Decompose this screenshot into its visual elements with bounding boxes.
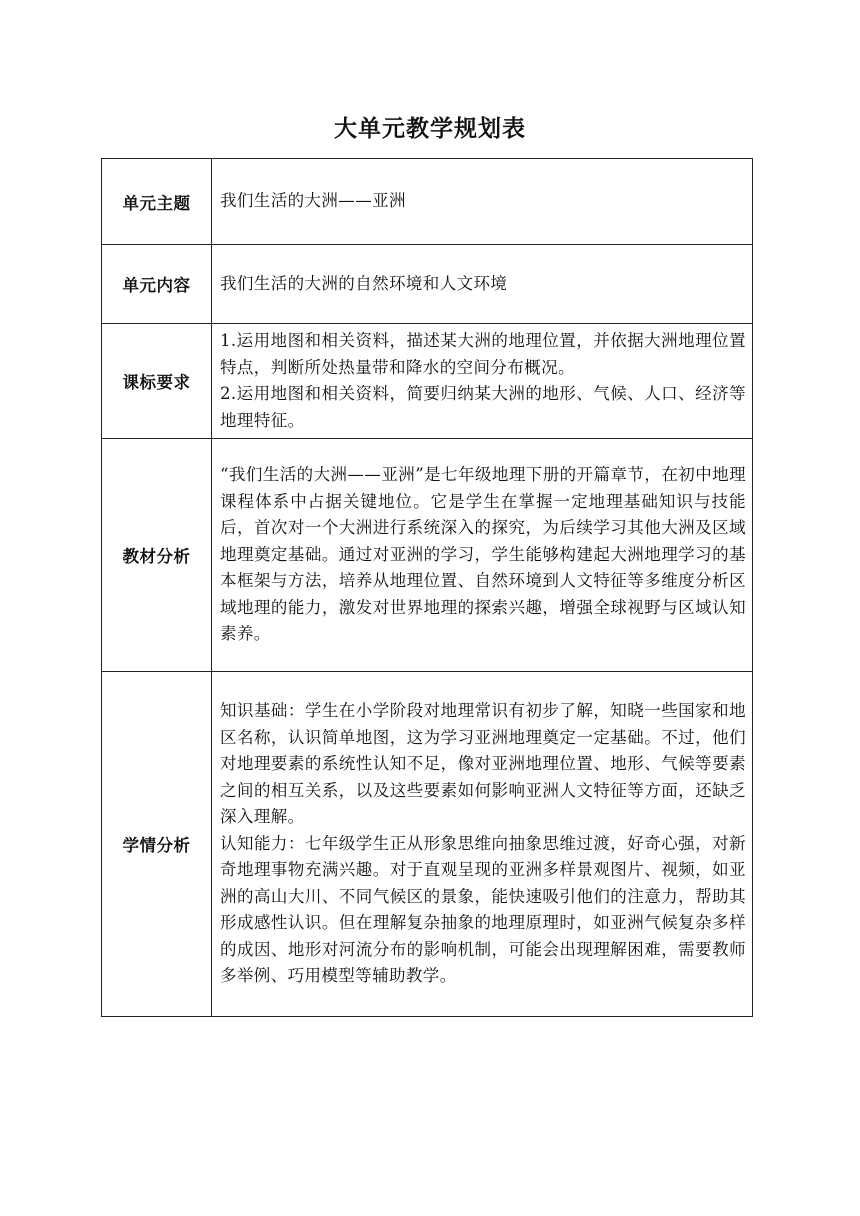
content-paragraph: 我们生活的大洲的自然环境和人文环境 (220, 273, 508, 293)
content-paragraph: 2.运用地图和相关资料，简要归纳某大洲的地形、气候、人口、经济等地理特征。 (220, 384, 746, 430)
table-row-textbook-analysis (102, 439, 753, 672)
row-content (212, 159, 753, 245)
row-content (212, 439, 753, 672)
table-row-unit-content (102, 245, 753, 324)
content-paragraph: “我们生活的大洲——亚洲”是七年级地理下册的开篇章节，在初中地理课程体系中占据关键地位。它是学生在掌握一定地理基础知识与技能后，首次对一个大洲进行系统深入的探究，为后续学习其他大洲及区域地理奠定基础。通过对亚洲的学习，学生能够构建起大洲地理学习的基本框架与方法，培养从地理位置、自然环境到人文特征等多维度分析区域地理的能力，激发对世界地理的探索兴趣，增强全球视野与区域认知素养。 (220, 465, 746, 644)
table-row-learner-analysis (102, 672, 753, 1017)
row-label: 单元内容 (102, 245, 212, 324)
content-paragraph: 认知能力：七年级学生正从形象思维向抽象思维过渡，好奇心强，对新奇地理事物充满兴趣。对于直观呈现的亚洲多样景观图片、视频，如亚洲的高山大川、不同气候区的景象，能快速吸引他们的注意力，帮助其形成感性认识。但在理解复杂抽象的地理原理时，如亚洲气候复杂多样的成因、地形对河流分布的影响机制，可能会出现理解困难，需要教师多举例、巧用模型等辅助教学。 (220, 833, 746, 986)
content-paragraph: 我们生活的大洲——亚洲 (220, 191, 406, 211)
table-row-curriculum-requirements (102, 324, 753, 439)
row-label: 学情分析 (102, 672, 212, 1017)
row-content (212, 324, 753, 439)
row-label: 教材分析 (102, 439, 212, 672)
row-content (212, 245, 753, 324)
page-title: 大单元教学规划表 (334, 116, 526, 142)
row-label: 课标要求 (102, 324, 212, 439)
table-row-unit-theme (102, 159, 753, 245)
planning-table (101, 158, 753, 1017)
row-content (212, 672, 753, 1017)
row-label: 单元主题 (102, 159, 212, 245)
content-paragraph: 1.运用地图和相关资料，描述某大洲的地理位置，并依据大洲地理位置特点，判断所处热量带和降水的空间分布概况。 (220, 331, 746, 377)
content-paragraph: 知识基础：学生在小学阶段对地理常识有初步了解，知晓一些国家和地区名称，认识简单地图，这为学习亚洲地理奠定一定基础。不过，他们对地理要素的系统性认知不足，像对亚洲地理位置、地形、气候等要素之间的相互关系，以及这些要素如何影响亚洲人文特征等方面，还缺乏深入理解。 (220, 701, 746, 827)
